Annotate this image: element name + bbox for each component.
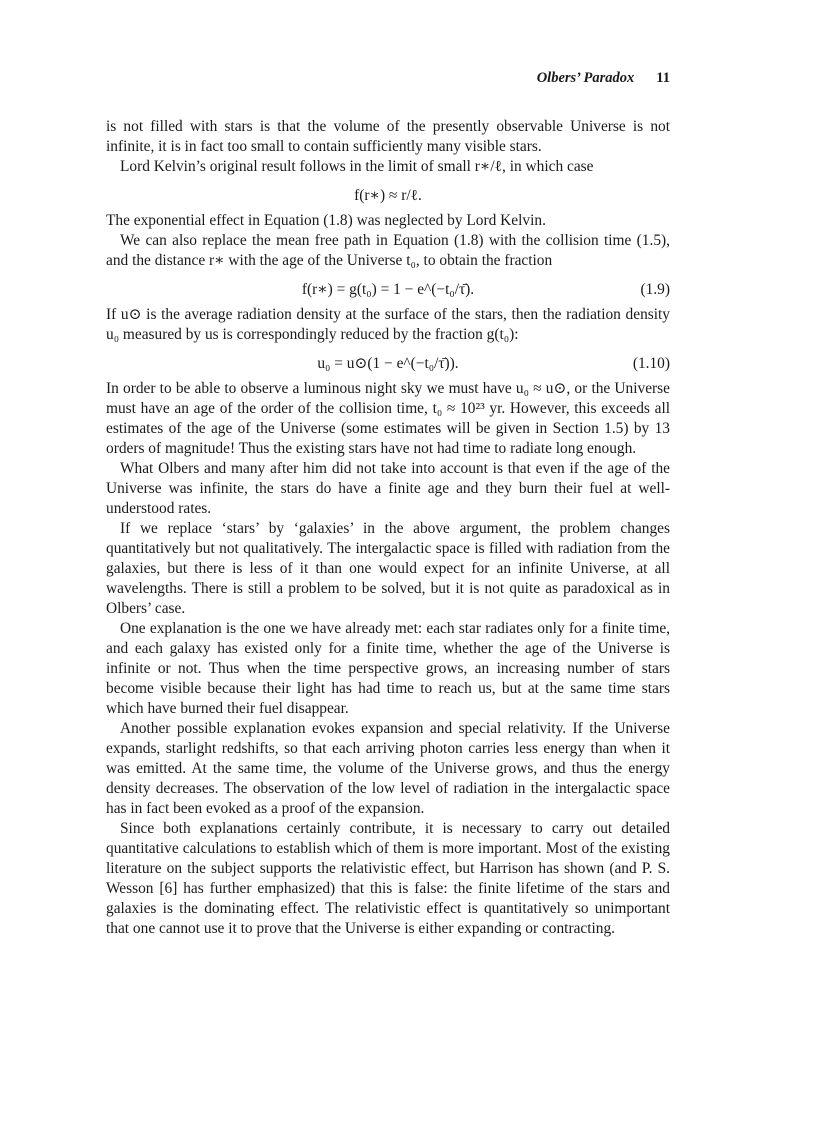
paragraph-1: is not filled with stars is that the volume of the presently observable Universe is not infinite, it is in fact too small to contain sufficiently many visible stars. (106, 118, 670, 155)
equation-1-10 (106, 354, 670, 374)
page-body (106, 117, 670, 939)
paragraph-4: We can also replace the mean free path in Equation (1.8) with the collision time (1.5), and the distance r∗ with the age of the Universe t₀, to obtain the fraction (106, 232, 670, 269)
running-head (106, 70, 670, 87)
equation-1-9-number: (1.9) (640, 281, 670, 298)
paragraph-2: Lord Kelvin’s original result follows in the limit of small r∗/ℓ, in which case (120, 158, 594, 175)
paragraph-10: Another possible explanation evokes expansion and special relativity. If the Universe expands, starlight redshifts, so that each arriving photon carries less energy than when it was emitted. At the same time, the volume of the Universe grows, and thus the energy density decreases. The observation of the low level of radiation in the intergalactic space has in fact been evoked as a proof of the expansion. (106, 720, 670, 817)
paragraph-5: If u⊙ is the average radiation density at the surface of the stars, then the radiation density u₀ measured by us is correspondingly reduced by the fraction g(t₀): (106, 306, 670, 343)
equation-1-10-number: (1.10) (632, 355, 670, 372)
paragraph-3: The exponential effect in Equation (1.8) was neglected by Lord Kelvin. (106, 212, 546, 229)
paragraph-11: Since both explanations certainly contribute, it is necessary to carry out detailed quantitative calculations to establish which of them is more important. Most of the existing literature on the subject supports the relativistic effect, but Harrison has shown (and P. S. Wesson [6] has further emphasized) that this is false: the finite lifetime of the stars and galaxies is the dominating effect. The relativistic effect is quantitatively so unimportant that one cannot use it to prove that the Universe is either expanding or contracting. (106, 820, 670, 937)
equation-kelvin-text: f(r∗) ≈ r/ℓ. (354, 187, 422, 204)
equation-1-9-text: f(r∗) = g(t₀) = 1 − e^(−t₀/τ̄). (301, 281, 475, 298)
equation-kelvin (106, 186, 670, 206)
paragraph-9: One explanation is the one we have already met: each star radiates only for a finite time, and each galaxy has existed only for a finite time, whether the age of the Universe is infinite or not. Thus when the time perspective grows, an increasing number of stars become visible because their light has had time to reach us, but at the same time stars which have burned their fuel disappear. (106, 620, 670, 717)
paragraph-8: If we replace ‘stars’ by ‘galaxies’ in the above argument, the problem changes quantitatively but not qualitatively. The intergalactic space is filled with radiation from the galaxies, but there is less of it than one would expect for an infinite Universe, at all wavelengths. There is still a problem to be solved, but it is not quite as paradoxical as in Olbers’ case. (106, 520, 670, 617)
running-head-title: Olbers’ Paradox (536, 70, 635, 86)
paragraph-6: In order to be able to observe a luminous night sky we must have u₀ ≈ u⊙, or the Universe must have an age of the order of the collision time, t₀ ≈ 10²³ yr. However, this exceeds all estimates of the age of the Universe (some estimates will be given in Section 1.5) by 13 orders of magnitude! Thus the existing stars have not had time to radiate long enough. (106, 380, 670, 457)
equation-1-9 (106, 280, 670, 300)
paragraph-7: What Olbers and many after him did not take into account is that even if the age of the Universe was infinite, the stars do have a finite age and they burn their fuel at well-understood rates. (106, 460, 670, 517)
page-number: 11 (656, 70, 670, 86)
equation-1-10-text: u₀ = u⊙(1 − e^(−t₀/τ̄)). (317, 355, 459, 372)
